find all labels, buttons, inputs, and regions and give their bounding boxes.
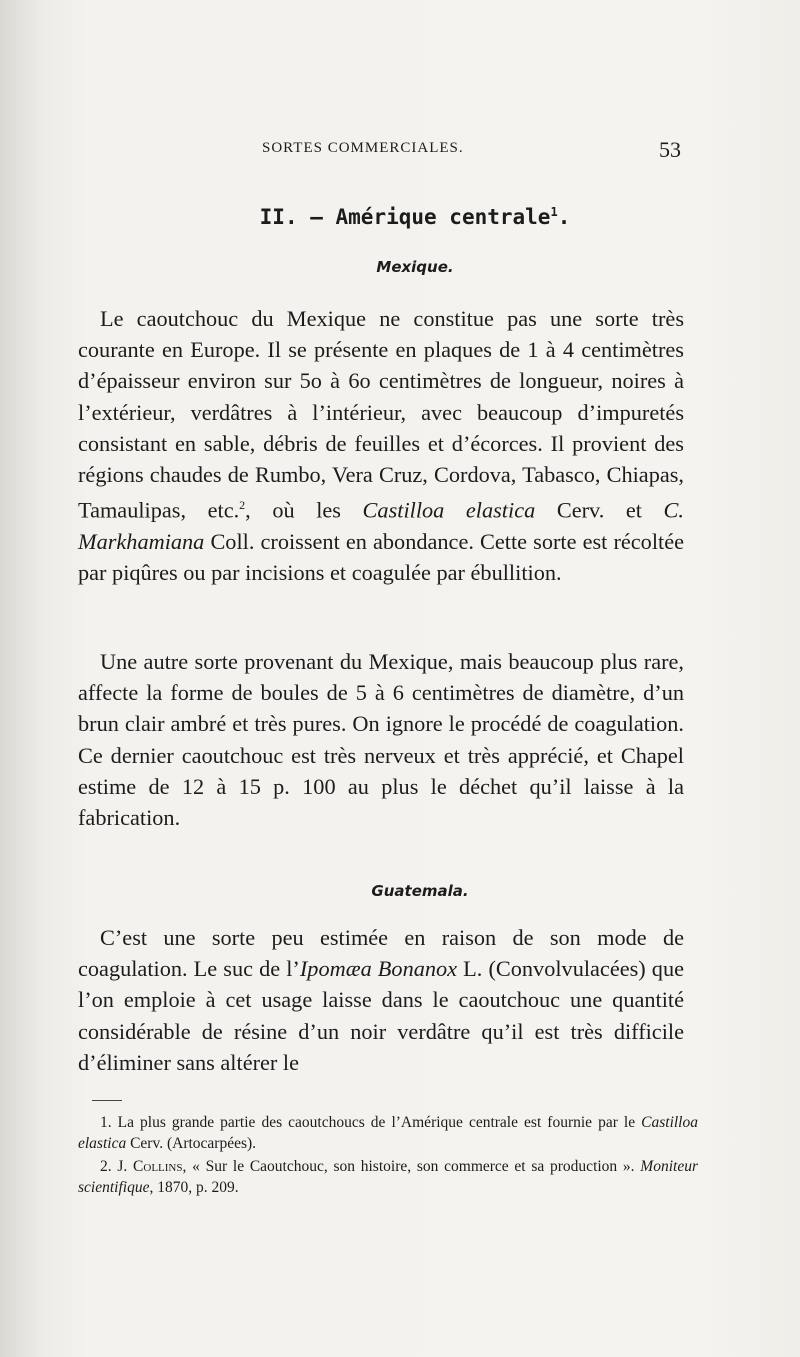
species-name: Castilloa elastica: [78, 1114, 698, 1152]
section-title-period: .: [557, 205, 571, 229]
paragraph-text: , où les: [245, 497, 363, 523]
paragraph-text: Cerv. et: [535, 497, 664, 523]
paragraph-text: L. (Convolvulacées) que l’on emploie à cet usage laisse dans le caoutchouc une quantité considérable de résine d’un noir verdâtre qu’il est très difficile d’éliminer sans altérer le: [78, 956, 685, 1075]
footnote-text: Cerv. (Artocarpées).: [126, 1135, 257, 1152]
journal-title: Moniteur scientifique: [78, 1158, 698, 1196]
footnote-text: 2. J.: [100, 1158, 134, 1175]
section-title-text: II. — Amérique centrale: [259, 205, 551, 229]
running-head: [0, 137, 800, 164]
footnote-2: [78, 1156, 698, 1198]
footnote-text: 1. La plus grande partie des caoutchoucs de l’Amérique centrale est fournie par le: [100, 1114, 642, 1131]
paragraph-text: Coll. croissent en abondance. Cette sorte est récoltée par piqûres ou par incisions et coagulée par ébullition.: [78, 528, 684, 586]
species-name: Castilloa elastica: [362, 497, 536, 523]
section-title: [0, 205, 800, 229]
footnote-ref-2: 2: [239, 498, 246, 513]
species-name: Ipomæa Bonanox: [299, 956, 458, 982]
footnote-1: [78, 1112, 698, 1154]
footnote-text: , « Sur le Caoutchouc, son histoire, son commerce et sa production ».: [182, 1158, 641, 1175]
paragraph-mexique-1: [78, 303, 684, 588]
subheading-guatemala: Guatemala.: [371, 882, 469, 900]
page-number: 53: [659, 137, 681, 162]
paragraph-text: C’est une sorte peu estimée en raison de son mode de coagulation. Le suc de l’: [78, 925, 684, 982]
species-name: C. Markhamiana: [78, 497, 684, 554]
running-head-title: SORTES COMMERCIALES.: [262, 140, 464, 156]
footnote-ref-1: 1: [550, 205, 558, 219]
paragraph-guatemala-1: [78, 922, 684, 1078]
footnote-rule: [92, 1100, 122, 1101]
paragraph-text: Le caoutchouc du Mexique ne constitue pas une sorte très courante en Europe. Il se présente en plaques de 1 à 4 centimètres d’épaisseur environ sur 5o à 6o centimètres de longueur, noires à l’extérieur, verdâtres à l’intérieur, avec beaucoup d’impuretés consistant en sable, débris de feuilles et d’écorces. Il provient des régions chaudes de Rumbo, Vera Cruz, Cordova, Tabasco, Chiapas, Tamaulipas, etc.: [78, 306, 684, 523]
paragraph-mexique-2: Une autre sorte provenant du Mexique, mais beaucoup plus rare, affecte la forme de boules de 5 à 6 centimètres de diamètre, d’un brun clair ambré et très pures. On ignore le procédé de coagulation. Ce dernier caoutchouc est très nerveux et très apprécié, et Chapel estime de 12 à 15 p. 100 au plus le déchet qu’il laisse à la fabrication.: [78, 649, 684, 831]
subheading-mexique: Mexique.: [376, 258, 454, 276]
author-name: Collins: [133, 1158, 183, 1175]
footnote-text: , 1870, p. 209.: [149, 1179, 239, 1196]
